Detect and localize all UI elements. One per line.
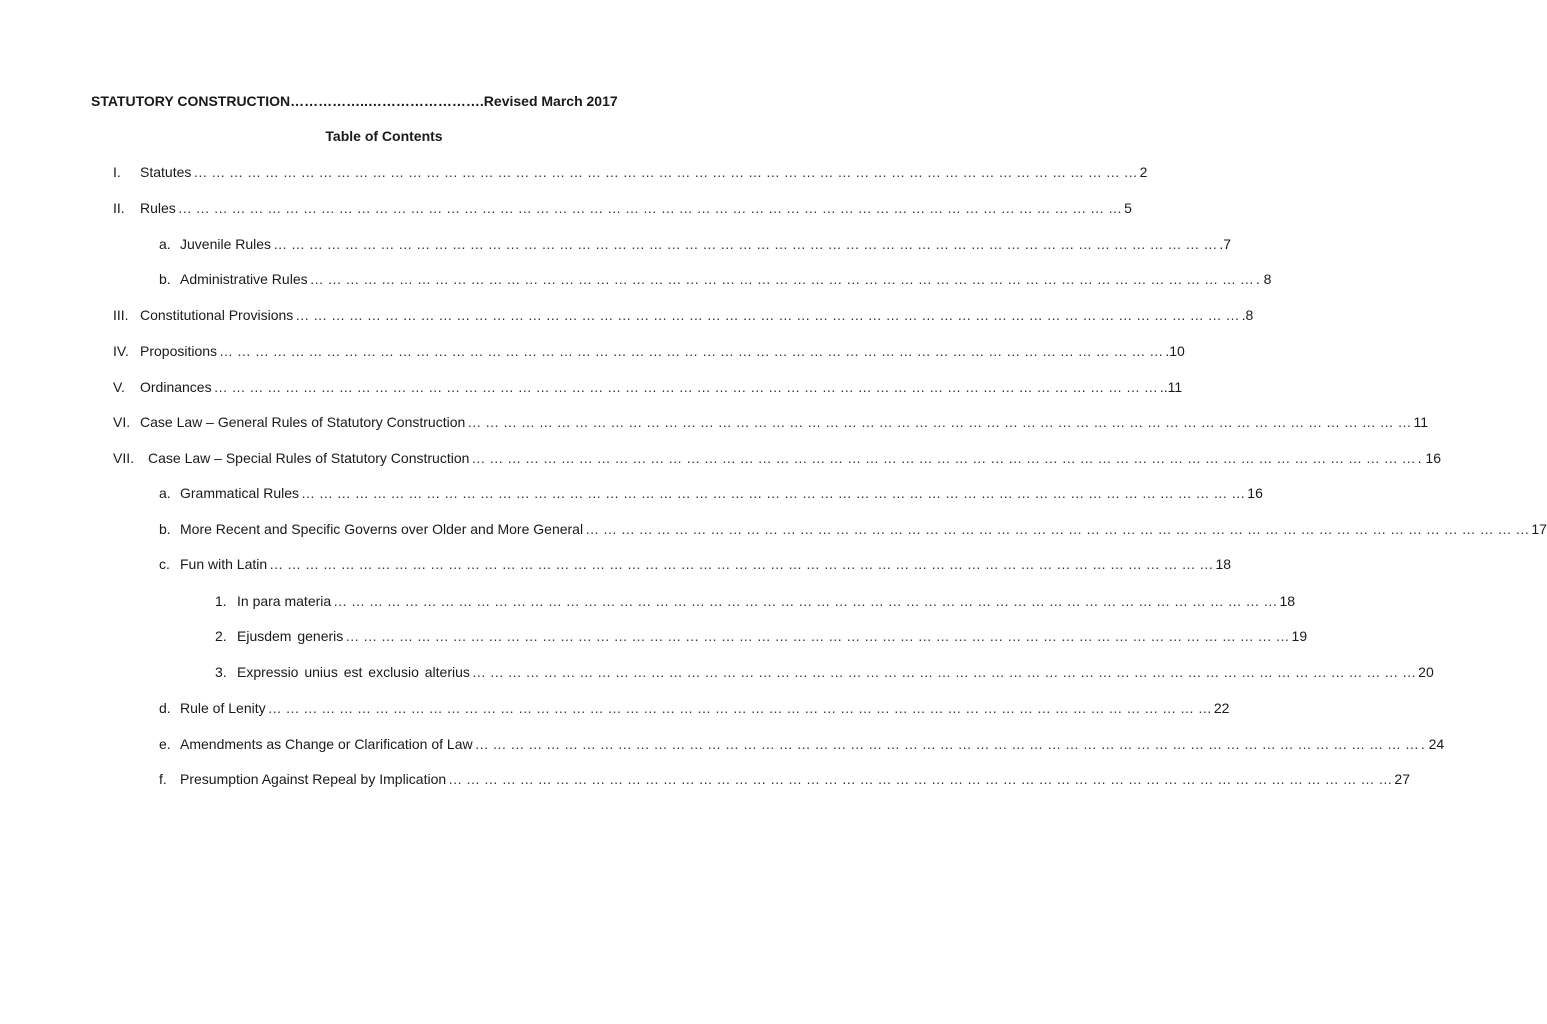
header-dots: ……………..…………………….: [290, 93, 484, 109]
toc-entry-text: Amendments as Change or Clarification of Law: [180, 736, 473, 752]
toc-entry[interactable]: [113, 414, 1429, 434]
toc-entry-text: Presumption Against Repeal by Implication: [180, 771, 447, 787]
toc-entry-leader: … … … … … … … … … … … … … … … … … … … … … … … … … … … … … … … … … … … … … … … … … … … … … … … … … … … … …: [301, 485, 1246, 501]
toc-entry-page: ..11: [1159, 379, 1183, 395]
toc-entry-text: More Recent and Specific Governs over Older and More General: [180, 521, 584, 537]
toc-entry[interactable]: [113, 164, 1148, 184]
toc-entry-leader: … … … … … … … … … … … … … … … … … … … … … … … … … … … … … … … … … … … … … … … … … … … … … … … … … … … … …: [448, 771, 1393, 787]
toc-entry-marker: III.: [113, 307, 129, 323]
document-header: [91, 93, 671, 109]
toc-title: Table of Contents: [325, 128, 443, 144]
toc-entry[interactable]: [159, 771, 1410, 791]
toc-entry-leader: … … … … … … … … … … … … … … … … … … … … … … … … … … … … … … … … … … … … … … … … … … … … … … … … … … … … …: [273, 236, 1218, 252]
toc-entry-page: 5: [1124, 200, 1132, 216]
toc-entry-marker: e.: [159, 736, 171, 752]
toc-entry-page: 19: [1291, 628, 1308, 644]
toc-entry-leader: … … … … … … … … … … … … … … … … … … … … … … … … … … … … … … … … … … … … … … … … … … … … … … … … … … … … …: [345, 628, 1290, 644]
toc-entry-text: Rule of Lenity: [180, 700, 266, 716]
toc-entry-marker: 3.: [215, 664, 227, 680]
toc-entry-leader: … … … … … … … … … … … … … … … … … … … … … … … … … … … … … … … … … … … … … … … … … … … … … … … … … … … … …: [333, 593, 1278, 609]
toc-entry-page: . 16: [1417, 450, 1442, 466]
toc-entry-marker: d.: [159, 700, 171, 716]
toc-entry-leader: … … … … … … … … … … … … … … … … … … … … … … … … … … … … … … … … … … … … … … … … … … … … … … … … … … … … …: [267, 700, 1212, 716]
toc-entry-marker: I.: [113, 164, 121, 180]
toc-entry-page: 18: [1279, 593, 1296, 609]
toc-entry-text: Constitutional Provisions: [140, 307, 294, 323]
toc-entry[interactable]: [113, 343, 1185, 363]
toc-entry-marker: V.: [113, 379, 125, 395]
toc-entry-text: Expressio unius est exclusio alterius: [237, 664, 470, 680]
toc-entry-page: .7: [1219, 236, 1232, 252]
toc-entry-page: 2: [1139, 164, 1148, 180]
toc-entry-leader: … … … … … … … … … … … … … … … … … … … … … … … … … … … … … … … … … … … … … … … … … … … … … … … … … … … … …: [585, 521, 1530, 537]
header-revision: Revised March 2017: [483, 93, 618, 109]
toc-entry-marker: IV.: [113, 343, 129, 359]
toc-entry[interactable]: [113, 200, 1132, 220]
toc-entry[interactable]: [159, 521, 1547, 541]
toc-entry-page: 18: [1215, 556, 1232, 572]
toc-entry-leader: … … … … … … … … … … … … … … … … … … … … … … … … … … … … … … … … … … … … … … … … … … … … … … … … … … … … …: [193, 164, 1138, 180]
toc-entry-text: Rules: [140, 200, 176, 216]
toc-entry-text: In para materia: [237, 593, 332, 609]
toc-entry-page: 22: [1213, 700, 1230, 716]
toc-entry-text: Case Law – General Rules of Statutory Construction: [140, 414, 466, 430]
toc-entry[interactable]: [159, 736, 1445, 756]
toc-entry-leader: … … … … … … … … … … … … … … … … … … … … … … … … … … … … … … … … … … … … … … … … … … … … … … … … … … … … …: [467, 414, 1412, 430]
toc-entry-leader: … … … … … … … … … … … … … … … … … … … … … … … … … … … … … … … … … … … … … … … … … … … … … … … … … … … … …: [213, 379, 1158, 395]
toc-entry-marker: a.: [159, 236, 171, 252]
toc-entry-leader: … … … … … … … … … … … … … … … … … … … … … … … … … … … … … … … … … … … … … … … … … … … … … … … … … … … … …: [309, 271, 1254, 287]
toc-entry-page: 11: [1413, 414, 1429, 430]
toc-entry[interactable]: [159, 271, 1272, 291]
toc-entry[interactable]: [215, 593, 1296, 613]
toc-entry-marker: 1.: [215, 593, 227, 609]
toc-entry-marker: a.: [159, 485, 171, 501]
header-title: STATUTORY CONSTRUCTION: [91, 93, 291, 109]
toc-entry-marker: 2.: [215, 628, 227, 644]
toc-entry-text: Grammatical Rules: [180, 485, 300, 501]
toc-entry-leader: … … … … … … … … … … … … … … … … … … … … … … … … … … … … … … … … … … … … … … … … … … … … … … … … … … … … …: [219, 343, 1164, 359]
toc-entry-text: Case Law – Special Rules of Statutory Construction: [148, 450, 470, 466]
toc-entry[interactable]: [113, 379, 1183, 399]
toc-entry-page: . 8: [1255, 271, 1272, 287]
toc-entry-text: Ordinances: [140, 379, 212, 395]
toc-entry-leader: … … … … … … … … … … … … … … … … … … … … … … … … … … … … … … … … … … … … … … … … … … … … … … … … … … … … …: [177, 200, 1123, 216]
toc-entry[interactable]: [113, 307, 1254, 327]
toc-entry-page: 17: [1531, 521, 1547, 537]
toc-entry-marker: f.: [159, 771, 167, 787]
toc-entry-text: Statutes: [140, 164, 192, 180]
toc-entry[interactable]: [215, 628, 1308, 648]
toc-entry-marker: II.: [113, 200, 125, 216]
toc-entry-text: Juvenile Rules: [180, 236, 272, 252]
toc-entry-page: . 24: [1420, 736, 1445, 752]
toc-entry-marker: c.: [159, 556, 170, 572]
toc-entry[interactable]: [159, 556, 1232, 576]
toc-entry-page: 16: [1247, 485, 1263, 501]
toc-entry[interactable]: [215, 664, 1434, 684]
toc-entry[interactable]: [159, 236, 1232, 256]
toc-entry-marker: VI.: [113, 414, 131, 430]
toc-entry-text: Ejusdem generis: [237, 628, 344, 644]
toc-entry-leader: … … … … … … … … … … … … … … … … … … … … … … … … … … … … … … … … … … … … … … … … … … … … … … … … … … … … …: [471, 664, 1417, 680]
toc-entry-marker: b.: [159, 271, 171, 287]
toc-entry-page: 27: [1394, 771, 1410, 787]
toc-entry-page: .10: [1165, 343, 1185, 359]
toc-entry-leader: … … … … … … … … … … … … … … … … … … … … … … … … … … … … … … … … … … … … … … … … … … … … … … … … … … … … …: [295, 307, 1240, 323]
toc-entry-page: .8: [1241, 307, 1254, 323]
toc-entry-leader: … … … … … … … … … … … … … … … … … … … … … … … … … … … … … … … … … … … … … … … … … … … … … … … … … … … … …: [471, 450, 1416, 466]
toc-entry-text: Propositions: [140, 343, 218, 359]
toc-entry-marker: VII.: [113, 450, 135, 466]
toc-entry[interactable]: [159, 485, 1263, 505]
toc-entry[interactable]: [159, 700, 1230, 720]
toc-entry-marker: b.: [159, 521, 171, 537]
toc-entry-leader: … … … … … … … … … … … … … … … … … … … … … … … … … … … … … … … … … … … … … … … … … … … … … … … … … … … … …: [269, 556, 1214, 572]
toc-entry-page: 20: [1418, 664, 1434, 680]
toc-entry-leader: … … … … … … … … … … … … … … … … … … … … … … … … … … … … … … … … … … … … … … … … … … … … … … … … … … … … …: [474, 736, 1419, 752]
toc-entry-text: Administrative Rules: [180, 271, 308, 287]
toc-entry[interactable]: [113, 450, 1442, 470]
toc-entry-text: Fun with Latin: [180, 556, 268, 572]
